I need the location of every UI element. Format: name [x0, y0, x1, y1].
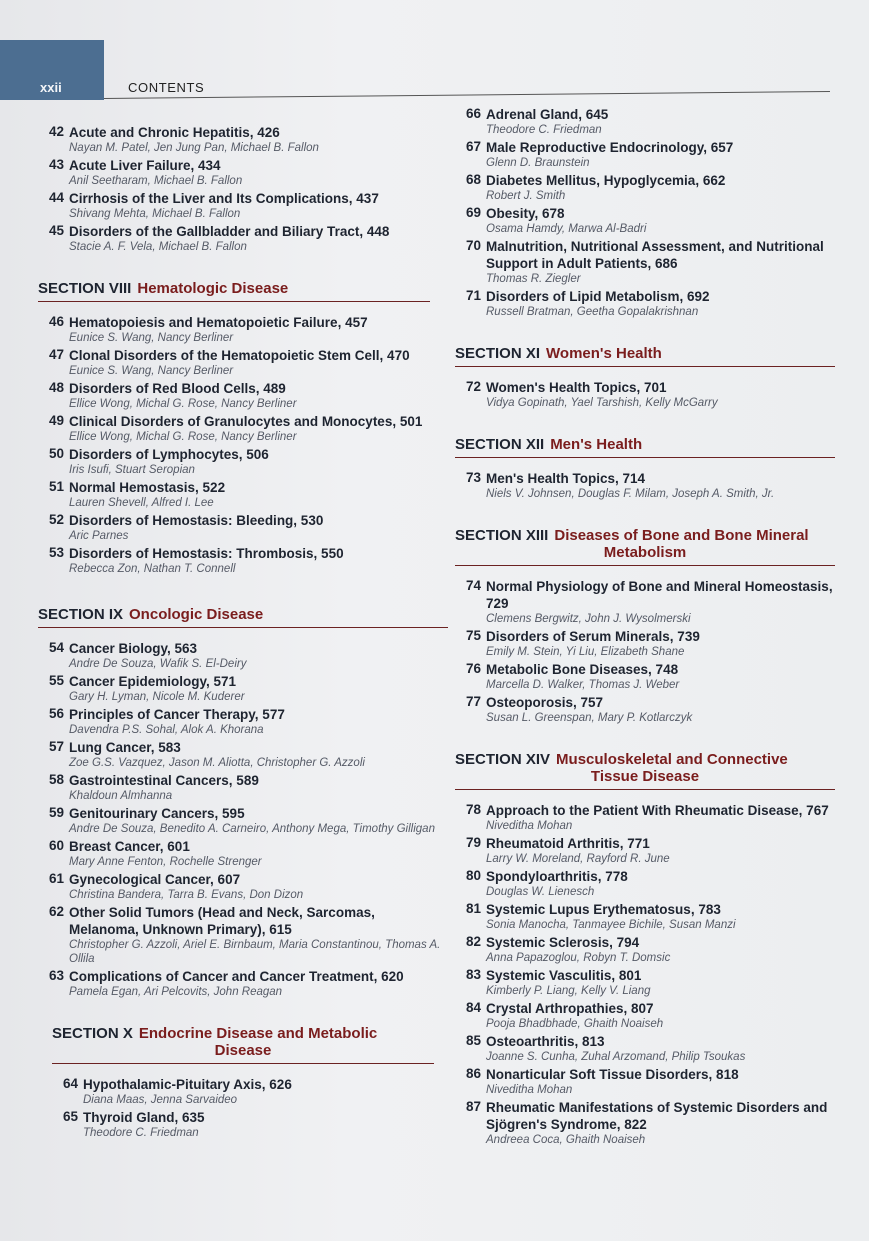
chapter-number: 43 — [48, 157, 64, 172]
chapter-number: 86 — [465, 1066, 481, 1081]
chapter-number: 52 — [48, 512, 64, 527]
chapter-entry — [455, 694, 835, 725]
chapter-authors: Clemens Bergwitz, John J. Wysolmerski — [486, 613, 691, 625]
chapter-title: Normal Physiology of Bone and Mineral Homeostasis, 729 — [486, 579, 833, 611]
chapter-number: 87 — [465, 1099, 481, 1114]
chapter-authors: Khaldoun Almhanna — [69, 790, 173, 802]
section-label: SECTION XI — [455, 345, 541, 362]
chapter-entry — [455, 802, 835, 833]
section-label: SECTION XIII — [455, 527, 549, 544]
chapter-number: 66 — [465, 106, 481, 121]
section-heading — [455, 751, 835, 790]
chapter-title: Cancer Biology, 563 — [69, 641, 198, 656]
chapter-number: 48 — [48, 380, 64, 395]
chapter-authors: Marcella D. Walker, Thomas J. Weber — [486, 679, 680, 691]
chapter-entry — [38, 190, 448, 221]
section-heading — [52, 1025, 434, 1064]
page-number: xxii — [40, 80, 62, 95]
chapter-entry — [455, 379, 835, 410]
chapter-authors: Christopher G. Azzoli, Ariel E. Birnbaum, Maria Constantinou, Thomas A. Ollila — [69, 939, 441, 965]
chapter-title: Male Reproductive Endocrinology, 657 — [486, 140, 734, 155]
chapter-title: Spondyloarthritis, 778 — [486, 869, 628, 884]
chapter-authors: Kimberly P. Liang, Kelly V. Liang — [486, 985, 651, 997]
section-title: Oncologic Disease — [129, 606, 264, 623]
chapter-title: Adrenal Gland, 645 — [486, 107, 609, 122]
chapter-title: Systemic Vasculitis, 801 — [486, 968, 642, 983]
chapter-authors: Joanne S. Cunha, Zuhal Arzomand, Philip Tsoukas — [486, 1051, 746, 1063]
chapter-authors: Andre De Souza, Wafik S. El-Deiry — [69, 658, 247, 670]
chapter-authors: Eunice S. Wang, Nancy Berliner — [69, 332, 234, 344]
chapter-title: Women's Health Topics, 701 — [486, 380, 667, 395]
section-label: SECTION X — [52, 1025, 133, 1042]
section-heading — [455, 436, 835, 458]
chapter-number: 83 — [465, 967, 481, 982]
section-title: Endocrine Disease and Metabolic — [138, 1025, 378, 1042]
chapter-authors: Niveditha Mohan — [486, 820, 573, 832]
chapter-title: Principles of Cancer Therapy, 577 — [69, 707, 285, 722]
chapter-authors: Vidya Gopinath, Yael Tarshish, Kelly McGarry — [486, 397, 718, 409]
chapter-entry — [38, 223, 448, 254]
chapter-list — [38, 314, 448, 576]
chapter-title: Cancer Epidemiology, 571 — [69, 674, 237, 689]
chapter-title: Osteoporosis, 757 — [486, 695, 604, 710]
chapter-title: Thyroid Gland, 635 — [83, 1110, 205, 1125]
chapter-entry — [455, 106, 835, 137]
chapter-title: Disorders of the Gallbladder and Biliary Tract, 448 — [69, 224, 390, 239]
chapter-entry — [38, 446, 448, 477]
chapter-title: Lung Cancer, 583 — [69, 740, 181, 755]
chapter-title: Other Solid Tumors (Head and Neck, Sarcomas, Melanoma, Unknown Primary), 615 — [69, 905, 375, 937]
chapter-authors: Eunice S. Wang, Nancy Berliner — [69, 365, 234, 377]
chapter-authors: Robert J. Smith — [486, 190, 566, 202]
chapter-authors: Larry W. Moreland, Rayford R. June — [486, 853, 670, 865]
chapter-title: Rheumatic Manifestations of Systemic Disorders and Sjögren's Syndrome, 822 — [486, 1100, 828, 1132]
chapter-entry — [455, 578, 835, 626]
chapter-list — [455, 106, 835, 319]
section-label: SECTION XII — [455, 436, 545, 453]
chapter-list — [52, 1076, 448, 1140]
chapter-number: 45 — [48, 223, 64, 238]
chapter-number: 50 — [48, 446, 64, 461]
chapter-authors: Pamela Egan, Ari Pelcovits, John Reagan — [69, 986, 283, 998]
section-label: SECTION VIII — [38, 280, 132, 297]
chapter-title: Disorders of Serum Minerals, 739 — [486, 629, 700, 644]
chapter-authors: Niels V. Johnsen, Douglas F. Milam, Joseph A. Smith, Jr. — [486, 488, 775, 500]
chapter-number: 81 — [465, 901, 481, 916]
chapter-title: Clonal Disorders of the Hematopoietic Stem Cell, 470 — [69, 348, 410, 363]
chapter-title: Hematopoiesis and Hematopoietic Failure, 457 — [69, 315, 368, 330]
chapter-authors: Ellice Wong, Michal G. Rose, Nancy Berliner — [69, 431, 297, 443]
chapter-list — [455, 802, 835, 1147]
chapter-number: 63 — [48, 968, 64, 983]
chapter-number: 67 — [465, 139, 481, 154]
chapter-number: 85 — [465, 1033, 481, 1048]
chapter-number: 44 — [48, 190, 64, 205]
chapter-entry — [455, 1066, 835, 1097]
chapter-number: 79 — [465, 835, 481, 850]
chapter-authors: Davendra P.S. Sohal, Alok A. Khorana — [69, 724, 264, 736]
chapter-entry — [38, 739, 448, 770]
chapter-entry — [38, 157, 448, 188]
section-title: Hematologic Disease — [137, 280, 289, 297]
chapter-entry — [455, 835, 835, 866]
chapter-title: Acute and Chronic Hepatitis, 426 — [69, 125, 280, 140]
chapter-entry — [38, 871, 448, 902]
chapter-title: Disorders of Hemostasis: Thrombosis, 550 — [69, 546, 344, 561]
chapter-authors: Andre De Souza, Benedito A. Carneiro, Anthony Mega, Timothy Gilligan — [69, 823, 435, 835]
chapter-number: 58 — [48, 772, 64, 787]
chapter-title: Diabetes Mellitus, Hypoglycemia, 662 — [486, 173, 726, 188]
chapter-number: 68 — [465, 172, 481, 187]
chapter-title: Clinical Disorders of Granulocytes and Monocytes, 501 — [69, 414, 423, 429]
chapter-authors: Gary H. Lyman, Nicole M. Kuderer — [69, 691, 245, 703]
chapter-title: Systemic Lupus Erythematosus, 783 — [486, 902, 721, 917]
chapter-number: 49 — [48, 413, 64, 428]
chapter-authors: Osama Hamdy, Marwa Al-Badri — [486, 223, 647, 235]
section-title-line2: Tissue Disease — [590, 768, 700, 785]
chapter-entry — [455, 661, 835, 692]
chapter-number: 76 — [465, 661, 481, 676]
chapter-authors: Anna Papazoglou, Robyn T. Domsic — [486, 952, 671, 964]
chapter-title: Obesity, 678 — [486, 206, 565, 221]
section-label: SECTION XIV — [455, 751, 551, 768]
chapter-number: 78 — [465, 802, 481, 817]
left-column — [38, 124, 448, 1142]
chapter-authors: Douglas W. Lienesch — [486, 886, 595, 898]
chapter-entry — [52, 1076, 448, 1107]
chapter-list — [38, 640, 448, 999]
chapter-title: Malnutrition, Nutritional Assessment, and Nutritional Support in Adult Patients, 686 — [486, 239, 824, 271]
chapter-number: 42 — [48, 124, 64, 139]
chapter-number: 60 — [48, 838, 64, 853]
chapter-entry — [455, 205, 835, 236]
chapter-title: Breast Cancer, 601 — [69, 839, 190, 854]
chapter-authors: Theodore C. Friedman — [83, 1127, 199, 1139]
chapter-title: Disorders of Lipid Metabolism, 692 — [486, 289, 710, 304]
chapter-title: Acute Liver Failure, 434 — [69, 158, 221, 173]
chapter-number: 71 — [465, 288, 481, 303]
chapter-authors: Iris Isufi, Stuart Seropian — [69, 464, 195, 476]
chapter-title: Gynecological Cancer, 607 — [69, 872, 241, 887]
section-heading — [455, 527, 835, 566]
chapter-entry — [38, 545, 448, 576]
chapter-entry — [38, 968, 448, 999]
chapter-title: Nonarticular Soft Tissue Disorders, 818 — [486, 1067, 739, 1082]
chapter-authors: Zoe G.S. Vazquez, Jason M. Aliotta, Christopher G. Azzoli — [69, 757, 365, 769]
section-title: Diseases of Bone and Bone Mineral — [554, 527, 809, 544]
chapter-authors: Stacie A. F. Vela, Michael B. Fallon — [69, 241, 247, 253]
chapter-entry — [38, 380, 448, 411]
chapter-entry — [38, 347, 448, 378]
chapter-title: Cirrhosis of the Liver and Its Complications, 437 — [69, 191, 379, 206]
section-title-line2: Disease — [214, 1042, 272, 1059]
chapter-number: 56 — [48, 706, 64, 721]
chapter-entry — [38, 904, 448, 966]
chapter-title: Disorders of Red Blood Cells, 489 — [69, 381, 286, 396]
section-title-line2: Metabolism — [603, 544, 687, 561]
chapter-authors: Russell Bratman, Geetha Gopalakrishnan — [486, 306, 699, 318]
section-heading — [455, 345, 835, 367]
chapter-title: Men's Health Topics, 714 — [486, 471, 646, 486]
chapter-title: Genitourinary Cancers, 595 — [69, 806, 245, 821]
chapter-authors: Rebecca Zon, Nathan T. Connell — [69, 563, 236, 575]
chapter-title: Gastrointestinal Cancers, 589 — [69, 773, 259, 788]
chapter-list — [38, 124, 448, 254]
chapter-entry — [38, 479, 448, 510]
chapter-authors: Pooja Bhadbhade, Ghaith Noaiseh — [486, 1018, 664, 1030]
chapter-number: 75 — [465, 628, 481, 643]
chapter-number: 55 — [48, 673, 64, 688]
chapter-number: 46 — [48, 314, 64, 329]
chapter-entry — [38, 772, 448, 803]
chapter-entry — [455, 901, 835, 932]
chapter-title: Hypothalamic-Pituitary Axis, 626 — [83, 1077, 292, 1092]
chapter-number: 82 — [465, 934, 481, 949]
chapter-number: 57 — [48, 739, 64, 754]
chapter-entry — [38, 314, 448, 345]
chapter-list — [455, 578, 835, 725]
chapter-entry — [38, 512, 448, 543]
chapter-entry — [38, 706, 448, 737]
chapter-title: Rheumatoid Arthritis, 771 — [486, 836, 650, 851]
chapter-authors: Aric Parnes — [69, 530, 129, 542]
chapter-entry — [455, 1000, 835, 1031]
chapter-entry — [455, 470, 835, 501]
chapter-number: 74 — [465, 578, 481, 593]
chapter-title: Normal Hemostasis, 522 — [69, 480, 226, 495]
chapter-entry — [455, 139, 835, 170]
chapter-authors: Christina Bandera, Tarra B. Evans, Don Dizon — [69, 889, 304, 901]
chapter-title: Systemic Sclerosis, 794 — [486, 935, 640, 950]
section-label: SECTION IX — [38, 606, 124, 623]
chapter-number: 84 — [465, 1000, 481, 1015]
chapter-title: Disorders of Hemostasis: Bleeding, 530 — [69, 513, 324, 528]
chapter-entry — [455, 934, 835, 965]
chapter-authors: Shivang Mehta, Michael B. Fallon — [69, 208, 241, 220]
chapter-title: Approach to the Patient With Rheumatic Disease, 767 — [486, 803, 829, 818]
chapter-entry — [38, 640, 448, 671]
chapter-number: 61 — [48, 871, 64, 886]
chapter-entry — [38, 413, 448, 444]
chapter-list — [455, 379, 835, 410]
chapter-number: 73 — [465, 470, 481, 485]
chapter-title: Disorders of Lymphocytes, 506 — [69, 447, 269, 462]
chapter-authors: Ellice Wong, Michal G. Rose, Nancy Berliner — [69, 398, 297, 410]
chapter-authors: Emily M. Stein, Yi Liu, Elizabeth Shane — [486, 646, 685, 658]
chapter-entry — [455, 238, 835, 286]
chapter-entry — [38, 673, 448, 704]
chapter-number: 54 — [48, 640, 64, 655]
chapter-entry — [38, 805, 448, 836]
chapter-entry — [52, 1109, 448, 1140]
section-title: Men's Health — [550, 436, 643, 453]
chapter-authors: Diana Maas, Jenna Sarvaideo — [83, 1094, 238, 1106]
chapter-number: 65 — [62, 1109, 78, 1124]
chapter-number: 59 — [48, 805, 64, 820]
chapter-number: 47 — [48, 347, 64, 362]
chapter-entry — [455, 1099, 835, 1147]
section-title: Women's Health — [546, 345, 662, 362]
chapter-entry — [455, 868, 835, 899]
chapter-number: 53 — [48, 545, 64, 560]
chapter-authors: Susan L. Greenspan, Mary P. Kotlarczyk — [486, 712, 693, 724]
section-heading — [38, 606, 448, 628]
chapter-number: 80 — [465, 868, 481, 883]
chapter-entry — [38, 838, 448, 869]
chapter-authors: Sonia Manocha, Tanmayee Bichile, Susan Manzi — [486, 919, 736, 931]
chapter-entry — [455, 628, 835, 659]
chapter-entry — [38, 124, 448, 155]
chapter-entry — [455, 1033, 835, 1064]
chapter-number: 64 — [62, 1076, 78, 1091]
chapter-title: Complications of Cancer and Cancer Treatment, 620 — [69, 969, 404, 984]
chapter-authors: Thomas R. Ziegler — [486, 273, 581, 285]
chapter-authors: Niveditha Mohan — [486, 1084, 573, 1096]
chapter-title: Metabolic Bone Diseases, 748 — [486, 662, 679, 677]
chapter-entry — [455, 967, 835, 998]
chapter-number: 69 — [465, 205, 481, 220]
chapter-entry — [455, 288, 835, 319]
section-title: Musculoskeletal and Connective — [556, 751, 788, 768]
section-heading — [38, 280, 430, 302]
chapter-authors: Theodore C. Friedman — [486, 124, 602, 136]
chapter-authors: Anil Seetharam, Michael B. Fallon — [69, 175, 243, 187]
chapter-title: Crystal Arthropathies, 807 — [486, 1001, 654, 1016]
contents-heading: CONTENTS — [128, 80, 205, 95]
chapter-authors: Nayan M. Patel, Jen Jung Pan, Michael B. Fallon — [69, 142, 319, 154]
chapter-list — [455, 470, 835, 501]
chapter-number: 72 — [465, 379, 481, 394]
chapter-number: 62 — [48, 904, 64, 919]
chapter-entry — [455, 172, 835, 203]
chapter-authors: Glenn D. Braunstein — [486, 157, 590, 169]
chapter-title: Osteoarthritis, 813 — [486, 1034, 605, 1049]
chapter-number: 77 — [465, 694, 481, 709]
chapter-authors: Mary Anne Fenton, Rochelle Strenger — [69, 856, 262, 868]
chapter-authors: Lauren Shevell, Alfred I. Lee — [69, 497, 214, 509]
chapter-authors: Andreea Coca, Ghaith Noaiseh — [486, 1134, 646, 1146]
chapter-number: 70 — [465, 238, 481, 253]
chapter-number: 51 — [48, 479, 64, 494]
right-column — [455, 106, 835, 1149]
